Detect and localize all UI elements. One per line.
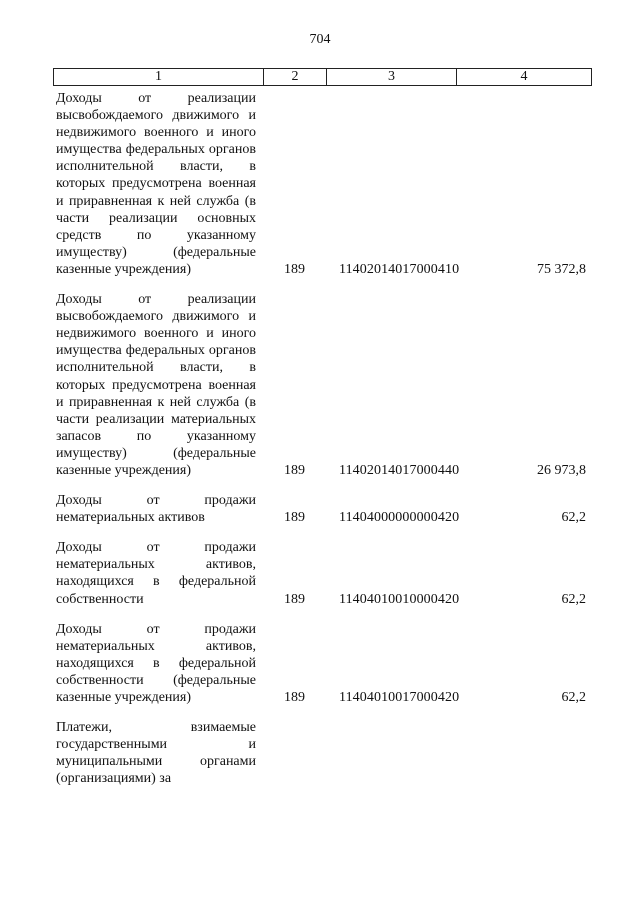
row-kbk-code: 11402014017000410	[339, 262, 460, 278]
row-admin-code: 189	[284, 262, 305, 278]
row-description: Доходы от реализации высвобождаемого движимого и недвижимого военного и иного имущества федеральных органов исполнительной власти, в которых предусмотрена военная и приравненная к ней служба (в части реализации основных средств по указанному имуществу) (федеральные казенные учреждения)	[56, 91, 256, 277]
row-amount: 62,2	[561, 510, 586, 526]
table-row	[56, 719, 592, 787]
table-row	[56, 90, 592, 278]
table-header	[53, 68, 592, 86]
row-kbk-code: 11404010017000420	[339, 690, 460, 706]
row-amount: 62,2	[561, 591, 586, 607]
row-amount: 62,2	[561, 690, 586, 706]
page-number: 704	[309, 32, 331, 47]
column-header-3: 3	[327, 69, 457, 85]
column-header-2: 2	[264, 69, 327, 85]
table-row	[56, 492, 592, 526]
table-row	[56, 291, 592, 479]
row-description: Доходы от продажи нематериальных активов, находящихся в федеральной собственности	[56, 540, 256, 607]
row-kbk-code: 11404000000000420	[339, 510, 460, 526]
row-kbk-code: 11404010010000420	[339, 591, 460, 607]
row-admin-code: 189	[284, 690, 305, 706]
column-header-1: 1	[54, 69, 264, 85]
table-body	[56, 90, 592, 800]
column-header-4: 4	[520, 69, 528, 84]
table-row	[56, 539, 592, 607]
row-amount: 75 372,8	[537, 262, 586, 278]
row-description: Доходы от продажи нематериальных активов, находящихся в федеральной собственности (федеральные казенные учреждения)	[56, 621, 256, 705]
row-admin-code: 189	[284, 463, 305, 479]
row-admin-code: 189	[284, 510, 305, 526]
row-kbk-code: 11402014017000440	[339, 463, 460, 479]
row-admin-code: 189	[284, 591, 305, 607]
row-description: Доходы от реализации высвобождаемого движимого и недвижимого военного и иного имущества федеральных органов исполнительной власти, в которых предусмотрена военная и приравненная к ней служба (в части реализации материальных запасов по указанному имуществу) (федеральные казенные учреждения)	[56, 292, 256, 478]
row-description: Доходы от продажи нематериальных активов	[56, 493, 256, 526]
row-description: Платежи, взимаемые государственными и муниципальными органами (организациями) за	[56, 720, 256, 787]
row-amount: 26 973,8	[537, 463, 586, 479]
table-row	[56, 621, 592, 706]
